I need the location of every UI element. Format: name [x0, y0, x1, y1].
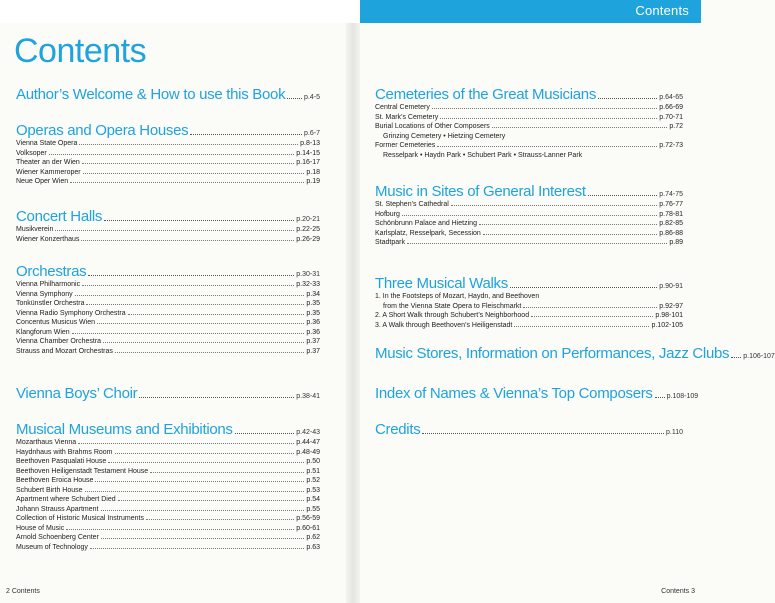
toc-entry[interactable]	[16, 328, 320, 338]
entry-page-number: p.19	[306, 178, 320, 185]
dot-leader	[72, 333, 305, 334]
entry-label: 2. A Short Walk through Schubert’s Neighborhood	[375, 312, 530, 319]
entry-page-number: p.70-71	[659, 113, 683, 121]
entry-page-number: p.48-49	[296, 448, 320, 456]
toc-entry[interactable]	[375, 141, 683, 151]
entry-page-number: p.63	[306, 543, 320, 551]
section-title: Credits	[375, 421, 421, 438]
dot-leader	[483, 234, 657, 235]
entry-page-number: p.53	[306, 486, 320, 494]
toc-entry[interactable]	[16, 524, 320, 534]
entry-page-number: p.72-73	[659, 142, 683, 149]
section-title: Three Musical Walks	[375, 275, 508, 292]
toc-entry[interactable]	[16, 225, 320, 235]
dot-leader	[79, 144, 298, 145]
dot-leader	[95, 481, 304, 482]
section-heading[interactable]	[16, 86, 320, 103]
entry-label: Johann Strauss Apartment	[16, 505, 99, 513]
entry-page-number: p.14-15	[296, 149, 320, 157]
subentry-label: Resselpark • Haydn Park • Schubert Park • Strauss-Lanner Park	[383, 151, 583, 159]
dot-leader	[75, 295, 305, 296]
entry-page-number: p.54	[306, 496, 320, 503]
toc-entry[interactable]	[16, 168, 320, 178]
dot-leader	[115, 352, 305, 353]
dot-leader	[440, 118, 657, 119]
section-page-number: p.42-43	[296, 429, 320, 436]
toc-entry[interactable]	[375, 200, 683, 210]
dot-leader	[49, 154, 295, 155]
dot-leader	[103, 342, 304, 343]
footer-right: Contents 3	[661, 588, 695, 595]
dot-leader	[139, 397, 294, 398]
section-heading[interactable]	[375, 275, 683, 292]
entry-label: Stadtpark	[375, 239, 405, 246]
entry-page-number: p.8-13	[300, 140, 320, 147]
entry-page-number: p.92-97	[659, 302, 683, 310]
toc-section	[375, 385, 699, 402]
footer-left: 2 Contents	[6, 588, 40, 595]
dot-leader	[402, 215, 657, 216]
section-heading[interactable]	[375, 385, 699, 402]
toc-entry[interactable]	[375, 103, 683, 113]
section-page-number: p.4-5	[304, 94, 320, 101]
toc-entry[interactable]	[16, 139, 320, 149]
toc-entry[interactable]	[16, 438, 320, 448]
section-page-number: p.110	[666, 429, 683, 436]
section-heading[interactable]	[16, 385, 320, 402]
section-heading[interactable]	[375, 421, 683, 438]
dot-leader	[598, 98, 657, 99]
toc-entry[interactable]	[16, 235, 320, 245]
dot-leader	[128, 314, 305, 315]
toc-entry[interactable]	[16, 149, 320, 159]
toc-entry[interactable]	[375, 292, 683, 302]
entry-label: Beethoven Heiligenstadt Testament House	[16, 467, 149, 475]
entry-label: Schönbrunn Palace and Hietzing	[375, 220, 477, 227]
entry-label: Theater an der Wien	[16, 159, 80, 166]
entry-label: Vienna State Opera	[16, 140, 78, 147]
dot-leader	[101, 538, 304, 539]
entry-page-number: p.18	[306, 168, 320, 176]
section-title: Concert Halls	[16, 208, 103, 225]
dot-leader	[492, 127, 668, 128]
toc-entry[interactable]	[16, 318, 320, 328]
entry-page-number: p.37	[306, 347, 320, 355]
entry-page-number: p.98-101	[655, 312, 683, 319]
section-heading[interactable]	[16, 122, 320, 139]
toc-entry[interactable]	[16, 309, 320, 319]
entry-page-number: p.16-17	[296, 159, 320, 166]
toc-entry[interactable]	[375, 122, 683, 132]
entry-label: Neue Oper Wien	[16, 178, 69, 185]
dot-leader	[78, 443, 294, 444]
toc-entry[interactable]	[375, 238, 683, 248]
dot-leader	[510, 287, 657, 288]
dot-leader	[588, 195, 658, 196]
toc-section	[375, 86, 683, 160]
section-title: Musical Museums and Exhibitions	[16, 421, 233, 438]
dot-leader	[115, 453, 295, 454]
entry-label: Tonkünstler Orchestra	[16, 300, 85, 307]
toc-entry[interactable]	[16, 543, 320, 553]
entry-label: Strauss and Mozart Orchestras	[16, 347, 113, 355]
toc-entry[interactable]	[375, 113, 683, 123]
toc-section	[16, 122, 320, 187]
section-title: Vienna Boys’ Choir	[16, 385, 138, 402]
header-label: Contents	[635, 3, 689, 18]
toc-subentry	[375, 302, 683, 312]
entry-page-number: p.76-77	[659, 201, 683, 208]
entry-label: Musikverein	[16, 226, 54, 233]
dot-leader	[479, 224, 657, 225]
toc-section	[375, 275, 683, 330]
toc-entry[interactable]	[16, 177, 320, 187]
entry-page-number: p.51	[306, 467, 320, 475]
toc-entry[interactable]	[16, 299, 320, 309]
entry-page-number: p.66-69	[659, 104, 683, 111]
entry-label: Volksoper	[16, 149, 47, 157]
entry-label: Burial Locations of Other Composers	[375, 123, 490, 130]
entry-label: Wiener Konzerthaus	[16, 235, 80, 243]
section-page-number: p.30-31	[296, 271, 320, 278]
section-heading[interactable]	[375, 183, 683, 200]
dot-leader	[97, 323, 304, 324]
toc-entry[interactable]	[16, 280, 320, 290]
toc-section	[16, 208, 320, 244]
dot-leader	[108, 462, 304, 463]
dot-leader	[81, 240, 294, 241]
section-title: Author’s Welcome & How to use this Book	[16, 86, 286, 103]
dot-leader	[146, 519, 294, 520]
section-title: Orchestras	[16, 263, 87, 280]
entry-page-number: p.89	[669, 239, 683, 246]
entry-label: Haydnhaus with Brahms Room	[16, 448, 113, 456]
dot-leader	[150, 472, 304, 473]
section-page-number: p.74-75	[659, 191, 683, 198]
toc-entry[interactable]	[16, 486, 320, 496]
entry-page-number: p.72	[669, 123, 683, 130]
entry-page-number: p.32-33	[296, 281, 320, 288]
toc-entry[interactable]	[375, 321, 683, 331]
toc-entry[interactable]	[16, 337, 320, 347]
toc-subentry	[375, 132, 683, 142]
dot-leader	[422, 433, 664, 434]
entry-label: Vienna Chamber Orchestra	[16, 338, 102, 345]
entry-label: Vienna Radio Symphony Orchestra	[16, 309, 126, 317]
entry-page-number: p.22-25	[296, 226, 320, 233]
section-heading[interactable]	[16, 421, 320, 438]
dot-leader	[531, 316, 653, 317]
toc-entry[interactable]	[375, 219, 683, 229]
section-page-number: p.106-107	[743, 353, 775, 360]
book-gutter	[346, 23, 360, 603]
dot-leader	[655, 397, 665, 398]
subentry-label: from the Vienna State Opera to Fleischmarkt	[383, 302, 522, 310]
section-heading[interactable]	[16, 263, 320, 280]
section-heading[interactable]	[375, 86, 683, 103]
entry-label: House of Music	[16, 524, 65, 532]
entry-page-number: p.78-81	[659, 210, 683, 218]
entry-label: St. Stephen’s Cathedral	[375, 201, 449, 208]
toc-subentry	[375, 151, 683, 161]
dot-leader	[432, 108, 657, 109]
dot-leader	[82, 163, 294, 164]
entry-page-number: p.82-85	[659, 220, 683, 227]
dot-leader	[88, 275, 294, 276]
toc-entry[interactable]	[16, 457, 320, 467]
entry-label: Beethoven Pasqualati House	[16, 458, 107, 465]
entry-label: Concentus Musicus Wien	[16, 319, 95, 326]
page-title: Contents	[14, 32, 147, 70]
entry-page-number: p.50	[306, 458, 320, 465]
entry-page-number: p.56-59	[296, 515, 320, 522]
entry-label: Hofburg	[375, 210, 400, 218]
toc-entry[interactable]	[16, 505, 320, 515]
entry-label: 1. In the Footsteps of Mozart, Haydn, and Beethoven	[375, 293, 540, 300]
section-page-number: p.6-7	[304, 130, 320, 137]
entry-page-number: p.36	[306, 319, 320, 326]
entry-label: Mozarthaus Vienna	[16, 439, 77, 446]
toc-entry[interactable]	[375, 229, 683, 239]
section-heading[interactable]	[16, 208, 320, 225]
entry-page-number: p.26-29	[296, 235, 320, 243]
dot-leader	[90, 548, 305, 549]
section-title: Music in Sites of General Interest	[375, 183, 586, 200]
entry-label: St. Mark’s Cemetery	[375, 113, 439, 121]
dot-leader	[104, 220, 294, 221]
entry-page-number: p.55	[306, 505, 320, 513]
dot-leader	[101, 510, 305, 511]
toc-section	[16, 421, 320, 552]
dot-leader	[235, 433, 295, 434]
section-page-number: p.38-41	[296, 393, 320, 400]
entry-page-number: p.36	[306, 328, 320, 336]
entry-label: Apartment where Schubert Died	[16, 496, 116, 503]
toc-entry[interactable]	[375, 311, 683, 321]
dot-leader	[70, 182, 304, 183]
toc-entry[interactable]	[16, 533, 320, 543]
section-page-number: p.64-65	[659, 94, 683, 101]
entry-page-number: p.44-47	[296, 439, 320, 446]
entry-label: Arnold Schoenberg Center	[16, 534, 99, 541]
dot-leader	[66, 529, 294, 530]
dot-leader	[82, 285, 294, 286]
entry-page-number: p.37	[306, 338, 320, 345]
toc-entry[interactable]	[16, 495, 320, 505]
section-heading[interactable]	[375, 345, 775, 362]
toc-entry[interactable]	[16, 514, 320, 524]
toc-section	[16, 263, 320, 356]
toc-section	[375, 421, 683, 438]
entry-page-number: p.102-105	[651, 321, 683, 329]
entry-label: 3. A Walk through Beethoven’s Heiligenstadt	[375, 321, 513, 329]
dot-leader	[55, 230, 294, 231]
toc-section	[16, 86, 320, 103]
dot-leader	[85, 491, 305, 492]
toc-entry[interactable]	[16, 448, 320, 458]
section-page-number: p.20-21	[296, 216, 320, 223]
toc-section	[16, 385, 320, 402]
dot-leader	[514, 326, 649, 327]
entry-label: Wiener Kammeroper	[16, 168, 81, 176]
entry-label: Collection of Historic Musical Instruments	[16, 515, 144, 522]
dot-leader	[523, 307, 657, 308]
section-title: Operas and Opera Houses	[16, 122, 189, 139]
entry-label: Former Cemeteries	[375, 142, 436, 149]
section-page-number: p.108-109	[666, 393, 699, 400]
entry-page-number: p.60-61	[296, 524, 320, 532]
entry-label: Museum of Technology	[16, 543, 88, 551]
entry-page-number: p.52	[306, 477, 320, 484]
entry-page-number: p.62	[306, 534, 320, 541]
toc-entry[interactable]	[16, 467, 320, 477]
dot-leader	[287, 98, 302, 99]
dot-leader	[86, 304, 304, 305]
entry-label: Schubert Birth House	[16, 486, 83, 494]
entry-label: Klangforum Wien	[16, 328, 70, 336]
toc-entry[interactable]	[16, 158, 320, 168]
header-band	[360, 0, 701, 23]
section-title: Music Stores, Information on Performances, Jazz Clubs	[375, 345, 730, 362]
toc-entry[interactable]	[16, 347, 320, 357]
toc-entry[interactable]	[16, 476, 320, 486]
entry-page-number: p.35	[306, 300, 320, 307]
entry-page-number: p.35	[306, 309, 320, 317]
entry-label: Karlsplatz, Resselpark, Secession	[375, 229, 481, 237]
entry-label: Vienna Symphony	[16, 290, 73, 298]
dot-leader	[83, 173, 305, 174]
toc-section	[375, 183, 683, 248]
entry-label: Central Cemetery	[375, 104, 430, 111]
dot-leader	[190, 134, 302, 135]
dot-leader	[407, 243, 667, 244]
toc-entry[interactable]	[16, 290, 320, 300]
entry-page-number: p.86-88	[659, 229, 683, 237]
toc-section	[375, 345, 775, 362]
dot-leader	[118, 500, 305, 501]
dot-leader	[437, 146, 657, 147]
entry-page-number: p.34	[306, 290, 320, 298]
toc-entry[interactable]	[375, 210, 683, 220]
entry-label: Vienna Philharmonic	[16, 281, 81, 288]
subentry-label: Grinzing Cemetery • Hietzing Cemetery	[383, 132, 506, 140]
dot-leader	[451, 205, 657, 206]
entry-label: Beethoven Eroica House	[16, 477, 94, 484]
section-title: Index of Names & Vienna’s Top Composers	[375, 385, 653, 402]
dot-leader	[731, 357, 741, 358]
section-title: Cemeteries of the Great Musicians	[375, 86, 597, 103]
section-page-number: p.90-91	[659, 283, 683, 290]
